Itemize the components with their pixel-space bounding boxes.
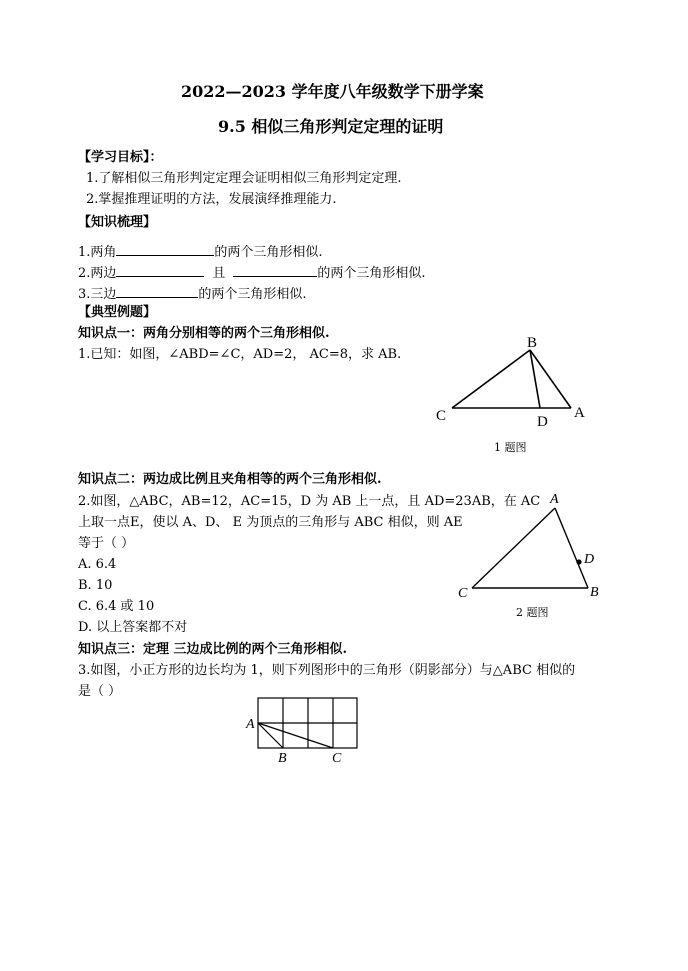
- goal-item-1: 1.了解相似三角形判定定理会证明相似三角形判定定理.: [86, 171, 402, 186]
- question-3-line-1: 3.如图，小正方形的边长均为 1，则下列图形中的三角形（阴影部分）与△ABC 相似的: [78, 663, 576, 678]
- point-d: [576, 559, 581, 564]
- question-2-option-c[interactable]: C. 6.4 或 10: [78, 599, 155, 614]
- label-b: B: [527, 335, 538, 351]
- label-b: B: [590, 585, 599, 600]
- knowledge-point-3: 知识点三：定理 三边成比例的两个三角形相似.: [78, 642, 348, 657]
- label-d: D: [537, 414, 548, 430]
- figure-2-caption: 2 题图: [516, 606, 549, 619]
- knowledge-item-3-prefix: 3.三边: [78, 287, 117, 302]
- label-a: A: [574, 405, 585, 421]
- segment-ba: [530, 350, 571, 408]
- grid-lines: [258, 698, 357, 748]
- figure-2-triangle: [450, 485, 610, 605]
- page-title: 2022—2023 学年度八年级数学下册学案: [181, 82, 484, 101]
- answer-blank[interactable]: [116, 242, 214, 256]
- label-c: C: [458, 586, 468, 601]
- examples-heading: 【典型例题】: [78, 305, 157, 320]
- question-1: 1.已知：如图，∠ABD=∠C，AD=2， AC=8，求 AB.: [78, 347, 402, 362]
- label-a: A: [550, 492, 559, 507]
- segment-bc: [452, 350, 530, 408]
- question-3-line-2: 是（ ）: [78, 684, 122, 699]
- label-c: C: [332, 751, 342, 766]
- figure-3-grid: [240, 690, 370, 770]
- label-b: B: [278, 751, 287, 766]
- question-2-option-d[interactable]: D. 以上答案都不对: [78, 620, 188, 635]
- label-c: C: [436, 408, 447, 424]
- knowledge-item-2-suffix: 的两个三角形相似.: [317, 266, 426, 281]
- segment-bd: [530, 350, 540, 408]
- label-a: A: [246, 717, 255, 732]
- knowledge-item-1-suffix: 的两个三角形相似.: [214, 245, 323, 260]
- figure-1-triangle: [430, 330, 600, 430]
- segment-ac: [258, 723, 333, 748]
- question-2-line-3: 等于（ ）: [78, 536, 135, 551]
- segment-ca: [472, 508, 555, 588]
- question-2-option-b[interactable]: B. 10: [78, 578, 113, 593]
- knowledge-item-3: [78, 284, 307, 303]
- question-2-option-a[interactable]: A. 6.4: [78, 557, 117, 572]
- knowledge-heading: 【知识梳理】: [78, 215, 157, 230]
- knowledge-item-2-mid: 且: [212, 266, 226, 281]
- question-2-line-2: 上取一点E，使以 A、D、 E 为顶点的三角形与 ABC 相似，则 AE: [78, 515, 463, 530]
- knowledge-item-3-suffix: 的两个三角形相似.: [198, 287, 307, 302]
- knowledge-item-2: [78, 263, 426, 282]
- page-subtitle: 9.5 相似三角形判定定理的证明: [218, 117, 444, 136]
- label-d: D: [584, 552, 595, 567]
- goals-heading: 【学习目标】：: [78, 150, 163, 165]
- answer-blank[interactable]: [116, 284, 198, 298]
- knowledge-point-2: 知识点二：两边成比例且夹角相等的两个三角形相似.: [78, 472, 382, 487]
- knowledge-point-1: 知识点一：两角分别相等的两个三角形相似.: [78, 326, 330, 341]
- knowledge-item-1-prefix: 1.两角: [78, 245, 117, 260]
- knowledge-item-2-prefix: 2.两边: [78, 266, 117, 281]
- goal-item-2: 2.掌握推理证明的方法，发展演绎推理能力.: [86, 192, 337, 207]
- knowledge-item-1: [78, 242, 323, 261]
- answer-blank[interactable]: [116, 263, 204, 277]
- answer-blank[interactable]: [233, 263, 317, 277]
- segment-ab: [555, 508, 588, 588]
- figure-1-caption: 1 题图: [494, 441, 527, 454]
- question-2-line-1: 2.如图，△ABC，AB=12，AC=15，D 为 AB 上一点，且 AD=23AB，在 AC: [78, 494, 541, 509]
